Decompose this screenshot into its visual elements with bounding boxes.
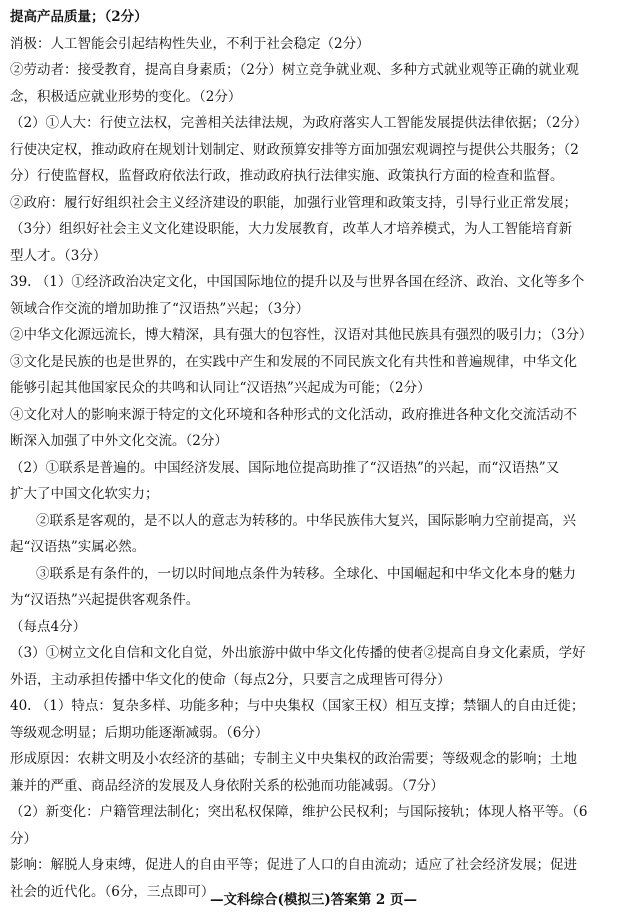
text-line: ③文化是民族的也是世界的，在实践中产生和发展的不同民族文化有共性和普遍规律，中华文化 [10,353,577,370]
text-line: 兼并的严重、商品经济的发展及人身依附关系的松弛而功能减弱。（7分） [10,777,444,794]
text-line: 分）行使监督权，监督政府依法行政，推动政府执行法律实施、政策执行方面的检查和监督。 [10,168,564,184]
text-line: （3分）组织好社会主义文化建设职能，大力发展教育，改革人才培养模式，为人工智能培育新 [10,221,573,237]
text-line: ③联系是有条件的，一切以时间地点条件为转移。全球化、中国崛起和中华文化本身的魅力 [36,565,576,582]
text-line: 为“汉语热”兴起提供客观条件。 [10,592,200,608]
page-footer: —文科综合(模拟三)答案第 2 页— [209,892,418,908]
text-line: 提高产品质量；（2分） [10,9,148,25]
text-line: 扩大了中国文化软实力； [10,486,159,502]
text-line: 行使决定权，推动政府在规划计划制定、财政预算安排等方面加强宏观调控与提供公共服务；（2 [10,141,579,158]
text-line: ②中华文化源远流长，博大精深，具有强大的包容性，汉语对其他民族具有强烈的吸引力；（3分） [10,327,593,343]
text-line: 等级观念明显；后期功能逐渐减弱。（6分） [10,724,269,741]
text-line: 断深入加强了中外文化交流。（2分） [10,433,228,449]
text-line: ④文化对人的影响来源于特定的文化环境和各种形式的文化活动，政府推进各种文化交流活动不 [10,406,577,423]
text-line: 39. （1）①经济政治决定文化，中国国际地位的提升以及与世界各国在经济、政治、文化等多个 [10,274,585,290]
text-line: ②联系是客观的，是不以人的意志为转移的。中华民族伟大复兴，国际影响力空前提高，兴 [36,512,576,529]
text-line: 型人才。（3分） [10,247,107,264]
text-line: ②劳动者：接受教育，提高自身素质；（2分）树立竞争就业观、多种方式就业观等正确的就业观 [10,62,579,78]
text-line: 起“汉语热”实属必然。 [10,539,146,555]
text-line: 领域合作交流的增加助推了“汉语热”兴起；（3分） [10,300,310,317]
text-line: 社会的近代化。（6分，三点即可） [10,883,215,900]
text-line: （每点4分） [10,618,87,635]
answer-text-block [10,4,617,905]
text-line: 40. （1）特点：复杂多样、功能多种；与中央集权（国家王权）相互支撑；禁锢人的自由迁徙； [10,698,585,714]
text-line: 形成原因：农耕文明及小农经济的基础；专制主义中央集权的政治需要；等级观念的影响；土地 [10,751,577,767]
text-line: （2）①联系是普遍的。中国经济发展、国际地位提高助推了“汉语热”的兴起，而“汉语热”又 [10,459,560,476]
text-line: 外语，主动承担传播中华文化的使命（每点2分，只要言之成理皆可得分） [10,671,451,688]
text-line: ②政府：履行好组织社会主义经济建设的职能，加强行业管理和政策支持，引导行业正常发展； [10,194,577,211]
text-line: （3）①树立文化自信和文化自觉，外出旅游中做中华文化传播的使者②提高自身文化素质，学好 [10,645,586,661]
text-line: 消极：人工智能会引起结构性失业，不利于社会稳定（2分） [10,35,370,52]
text-line: 影响：解脱人身束缚，促进人的自由平等；促进了人口的自由流动；适应了社会经济发展；促进 [10,857,577,873]
text-line: （2）①人大：行使立法权，完善相关法律法规，为政府落实人工智能发展提供法律依据；（2分） [10,115,588,131]
text-line: 分） [10,830,37,847]
text-line: 念，积极适应就业形势的变化。（2分） [10,88,242,105]
text-line: 能够引起其他国家民众的共鸣和认同让“汉语热”兴起成为可能；（2分） [10,380,431,396]
text-line: （2）新变化：户籍管理法制化；突出私权保障，维护公民权利；与国际接轨；体现人格平等。（6 [10,804,588,820]
